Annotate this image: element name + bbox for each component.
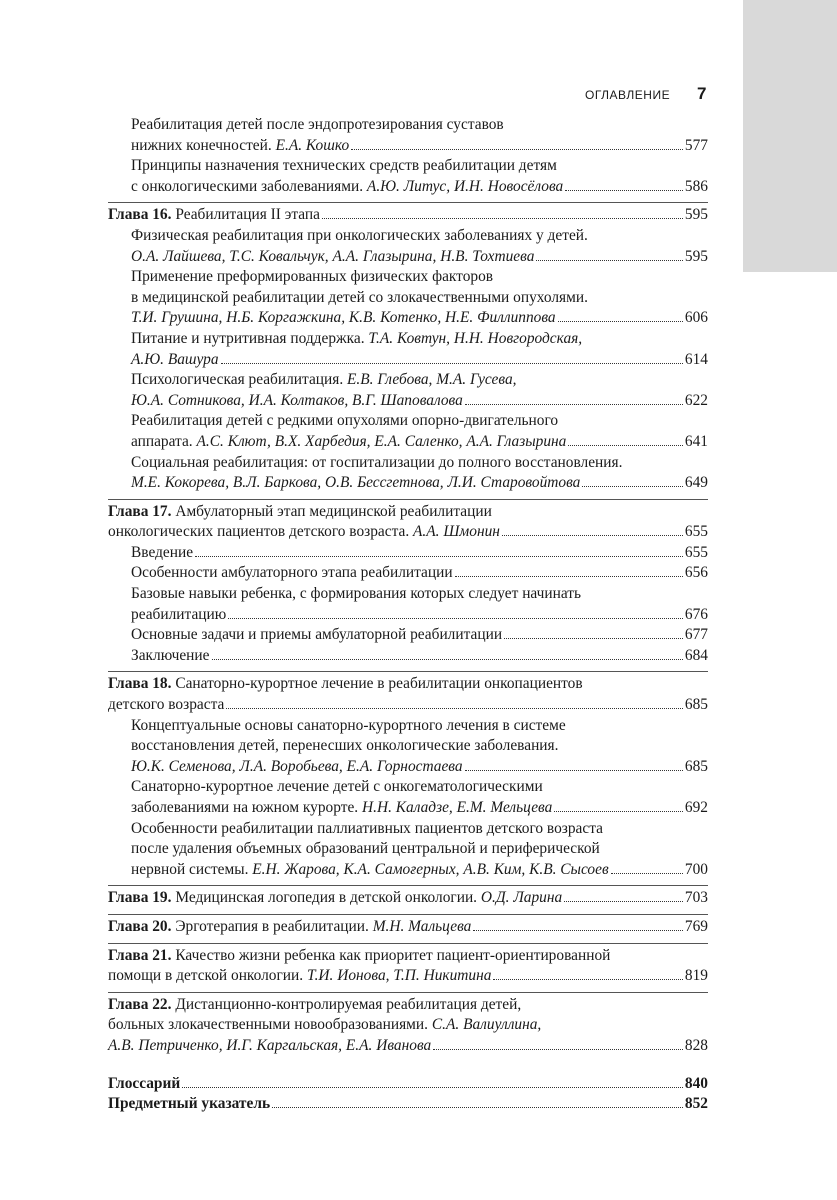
- page-ref: 819: [684, 967, 708, 985]
- toc-line: [131, 736, 708, 757]
- dot-leader: [565, 190, 683, 191]
- chapter-label: Глава 20.: [108, 917, 172, 935]
- toc-line: [108, 966, 708, 987]
- toc-entry[interactable]: [108, 115, 708, 156]
- toc-line-text: [108, 1074, 180, 1095]
- chapter-divider: [108, 671, 708, 672]
- entry-title: Физическая реабилитация при онкологических заболеваниях у детей.: [131, 226, 588, 244]
- toc-line: [131, 605, 708, 626]
- entry-title: Санаторно-курортное лечение в реабилитации онкопациентов: [171, 675, 583, 693]
- dot-leader: [195, 556, 683, 557]
- entry-title: Основные задачи и приемы амбулаторной реабилитации: [131, 626, 503, 644]
- toc-line-text: [131, 839, 600, 860]
- toc-line-text: [131, 646, 210, 667]
- entry-authors: Н.Н. Каладзе, Е.М. Мельцева: [362, 799, 553, 816]
- page-ref: 622: [684, 391, 708, 409]
- entry-title: аппарата.: [131, 432, 197, 450]
- toc-line-text: [108, 205, 320, 226]
- toc-line: [131, 177, 708, 198]
- entry-title: нижних конечностей.: [131, 136, 276, 154]
- entry-title: помощи в детской онкологии.: [108, 967, 307, 985]
- dot-leader: [221, 363, 683, 364]
- entry-title: восстановления детей, перенесших онкологические заболевания.: [131, 737, 559, 755]
- entry-title: Принципы назначения технических средств реабилитации детям: [131, 157, 557, 175]
- toc-line-text: [131, 584, 581, 605]
- entry-authors: А.Ю. Литус, И.Н. Новосёлова: [366, 177, 564, 195]
- entry-authors: Ю.А. Сотникова, И.А. Колтаков, В.Г. Шаповалова: [131, 391, 463, 409]
- dot-leader: [493, 979, 682, 980]
- entry-title: Реабилитация II этапа: [171, 206, 320, 224]
- toc-line: [131, 646, 708, 667]
- toc-line-text: [131, 411, 558, 432]
- entry-title: нервной системы.: [131, 860, 253, 878]
- entry-authors: Т.И. Грушина, Н.Б. Коргажкина, К.В. Котенко, Н.Е. Филлиппова: [131, 309, 556, 327]
- entry-title: Психологическая реабилитация.: [131, 371, 348, 389]
- toc-line-text: [131, 757, 463, 778]
- toc-line: [108, 1036, 708, 1057]
- toc-chapter-entry[interactable]: [108, 674, 708, 715]
- page-ref: 649: [684, 474, 708, 492]
- toc-line: [131, 288, 708, 309]
- entry-title: онкологических пациентов детского возраста.: [108, 523, 414, 541]
- entry-title: Дистанционно-контролируемая реабилитация детей,: [171, 995, 522, 1013]
- toc-entry[interactable]: [108, 584, 708, 625]
- table-of-contents: [108, 115, 708, 1115]
- toc-line: [131, 350, 708, 371]
- toc-line-text: [131, 288, 588, 309]
- toc-entry[interactable]: [108, 1094, 708, 1115]
- entry-authors: А.В. Петриченко, И.Г. Каргальская, Е.А. Иванова: [108, 1036, 432, 1054]
- toc-line-text: [108, 1036, 431, 1057]
- entry-title: Предметный указатель: [108, 1095, 271, 1113]
- toc-line-text: [131, 860, 609, 881]
- toc-line-text: [131, 819, 603, 840]
- entry-authors: Е.Н. Жарова, К.А. Самоғерных, А.В. Ким, К.В. Сысоев: [252, 860, 609, 878]
- entry-title: Реабилитация детей с редкими опухолями опорно-двигательного: [131, 412, 559, 430]
- dot-leader: [473, 930, 683, 931]
- dot-leader: [226, 708, 683, 709]
- chapter-label: Глава 21.: [108, 946, 172, 964]
- toc-line-text: [131, 453, 622, 474]
- entry-title: детского возраста: [108, 696, 225, 714]
- page-ref: 685: [684, 757, 708, 775]
- toc-line: [131, 156, 708, 177]
- entry-title: с онкологическими заболеваниями.: [131, 177, 367, 195]
- toc-line: [108, 695, 708, 716]
- toc-line: [108, 1015, 708, 1036]
- toc-line-text: [131, 370, 517, 391]
- entry-authors: А.Ю. Вашура: [131, 350, 219, 368]
- toc-line-text: [108, 917, 471, 938]
- toc-line: [131, 543, 708, 564]
- toc-chapter-entry[interactable]: [108, 946, 708, 987]
- toc-line: [108, 205, 708, 226]
- dot-leader: [558, 321, 683, 322]
- toc-line: [131, 226, 708, 247]
- toc-line-text: [131, 716, 566, 737]
- chapter-divider: [108, 914, 708, 915]
- toc-line-text: [131, 267, 493, 288]
- entry-title: реабилитацию: [131, 605, 227, 623]
- toc-line-text: [131, 247, 534, 268]
- toc-line-text: [131, 432, 566, 453]
- entry-authors: М.Н. Мальцева: [372, 917, 472, 935]
- page-ref: 655: [684, 543, 708, 561]
- dot-leader: [272, 1107, 683, 1108]
- running-head-title: ОГЛАВЛЕНИЕ: [585, 88, 671, 102]
- toc-line: [131, 411, 708, 432]
- toc-line: [108, 674, 708, 695]
- toc-chapter-entry[interactable]: [108, 888, 708, 909]
- toc-chapter-entry[interactable]: [108, 995, 708, 1057]
- entry-title: Качество жизни ребенка как приоритет пациент-ориентированной: [171, 946, 611, 964]
- entry-title: Особенности реабилитации паллиативных пациентов детского возраста: [131, 819, 603, 837]
- entry-title: Эрготерапия в реабилитации.: [171, 917, 373, 935]
- toc-entry[interactable]: [108, 370, 708, 411]
- dot-leader: [433, 1049, 683, 1050]
- entry-title: Амбулаторный этап медицинской реабилитации: [171, 502, 492, 520]
- entry-title: заболеваниями на южном курорте.: [131, 799, 362, 816]
- page-ref: 769: [684, 917, 708, 935]
- toc-line: [131, 136, 708, 157]
- dot-leader: [568, 445, 683, 446]
- toc-line: [108, 917, 708, 938]
- toc-line-text: [131, 391, 463, 412]
- toc-line: [131, 247, 708, 268]
- entry-authors: А.А. Шмонин: [413, 523, 500, 541]
- page-ref: 684: [684, 646, 708, 664]
- toc-line: [131, 860, 708, 881]
- toc-line-text: [131, 350, 219, 371]
- entry-title: больных злокачественными новообразованиями.: [108, 1016, 432, 1034]
- page-ref: 703: [684, 889, 708, 907]
- toc-line: [131, 757, 708, 778]
- dot-leader: [322, 218, 683, 219]
- page-ref: 595: [684, 206, 708, 224]
- entry-title: Глоссарий: [108, 1074, 181, 1092]
- toc-line: [131, 839, 708, 860]
- toc-line-text: [131, 563, 453, 584]
- page-ref: 655: [684, 523, 708, 541]
- page-ref: 641: [684, 432, 708, 450]
- chapter-label: Глава 22.: [108, 995, 172, 1013]
- entry-authors: О.А. Лайшева, Т.С. Ковальчук, А.А. Глазырина, Н.В. Тохтиева: [131, 247, 535, 265]
- entry-authors: Ю.К. Семенова, Л.А. Воробьева, Е.А. Горностаева: [131, 757, 463, 775]
- toc-line: [131, 391, 708, 412]
- page-number: 7: [697, 84, 707, 103]
- toc-line: [131, 370, 708, 391]
- toc-line: [131, 329, 708, 350]
- entry-authors: О.Д. Ларина: [480, 889, 563, 907]
- entry-authors: Т.А. Ковтун, Н.Н. Новгородская,: [368, 329, 583, 347]
- entry-authors: М.Е. Кокорева, В.Л. Баркова, О.В. Бессгетнова, Л.И. Старовойтова: [131, 474, 581, 492]
- toc-line: [108, 888, 708, 909]
- chapter-divider: [108, 202, 708, 203]
- toc-line: [108, 1094, 708, 1115]
- toc-line: [131, 563, 708, 584]
- entry-title: Заключение: [131, 646, 210, 664]
- dot-leader: [554, 811, 683, 812]
- chapter-divider: [108, 943, 708, 944]
- toc-line-text: [108, 522, 500, 543]
- entry-title: в медицинской реабилитации детей со злокачественными опухолями.: [131, 288, 588, 306]
- toc-line: [131, 267, 708, 288]
- page-ref: 852: [684, 1095, 708, 1113]
- toc-entry[interactable]: [108, 646, 708, 667]
- page-ref: 677: [684, 626, 708, 644]
- toc-line-text: [108, 695, 224, 716]
- entry-title: Реабилитация детей после эндопротезирования суставов: [131, 116, 504, 133]
- toc-entry[interactable]: [108, 156, 708, 197]
- page-ref: 685: [684, 696, 708, 714]
- toc-line-text: [108, 1094, 270, 1115]
- toc-entry[interactable]: [108, 625, 708, 646]
- page-ref: 586: [684, 177, 708, 195]
- entry-title: Концептуальные основы санаторно-курортного лечения в системе: [131, 716, 566, 734]
- entry-authors: Е.В. Глебова, М.А. Гусева,: [347, 371, 517, 389]
- toc-entry[interactable]: [108, 716, 708, 778]
- toc-line-text: [108, 995, 521, 1016]
- toc-entry[interactable]: [108, 329, 708, 370]
- entry-title: Медицинская логопедия в детской онкологии.: [171, 889, 481, 907]
- toc-line-text: [108, 888, 562, 909]
- toc-line-text: [131, 329, 582, 350]
- toc-line: [131, 115, 708, 136]
- dot-leader: [351, 149, 683, 150]
- toc-line: [108, 1074, 708, 1095]
- toc-chapter-entry[interactable]: [108, 205, 708, 226]
- toc-line: [108, 502, 708, 523]
- toc-line: [131, 473, 708, 494]
- page-ref: 840: [684, 1074, 708, 1092]
- toc-line-text: [131, 308, 556, 329]
- toc-line-text: [108, 966, 491, 987]
- page-ref: 676: [684, 605, 708, 623]
- page-ref: 656: [684, 564, 708, 582]
- entry-title: Социальная реабилитация: от госпитализации до полного восстановления.: [131, 453, 623, 471]
- dot-leader: [611, 873, 683, 874]
- toc-line: [131, 819, 708, 840]
- page-ref: 614: [684, 350, 708, 368]
- page-ref: 692: [684, 799, 708, 816]
- toc-line: [108, 946, 708, 967]
- dot-leader: [582, 486, 683, 487]
- toc-line-text: [131, 115, 504, 136]
- toc-line-text: [108, 502, 492, 523]
- entry-title: Введение: [131, 543, 194, 561]
- toc-entry[interactable]: [108, 777, 708, 818]
- toc-line: [131, 453, 708, 474]
- toc-line-text: [108, 674, 583, 695]
- entry-title: Санаторно-курортное лечение детей с онкогематологическими: [131, 778, 543, 796]
- page-ref: 577: [684, 136, 708, 154]
- toc-chapter-entry[interactable]: [108, 917, 708, 938]
- toc-line-text: [131, 625, 502, 646]
- toc-chapter-entry[interactable]: [108, 502, 708, 543]
- toc-entry[interactable]: [108, 267, 708, 329]
- toc-line-text: [131, 473, 580, 494]
- toc-line-text: [131, 543, 193, 564]
- entry-title: Питание и нутритивная поддержка.: [131, 329, 369, 347]
- page-ref: 828: [684, 1036, 708, 1054]
- page-ref: 595: [684, 247, 708, 265]
- chapter-label: Глава 19.: [108, 889, 172, 907]
- toc-line-text: [131, 798, 552, 819]
- entry-title: Применение преформированных физических факторов: [131, 268, 494, 286]
- entry-authors: Т.И. Ионова, Т.П. Никитина: [306, 967, 492, 985]
- toc-line-text: [108, 1015, 541, 1036]
- toc-line-text: [131, 136, 349, 157]
- dot-leader: [465, 770, 683, 771]
- dot-leader: [182, 1087, 683, 1088]
- toc-line-text: [131, 156, 557, 177]
- chapter-label: Глава 17.: [108, 502, 172, 520]
- entry-title: Особенности амбулаторного этапа реабилитации: [131, 564, 453, 582]
- chapter-divider: [108, 992, 708, 993]
- dot-leader: [455, 576, 683, 577]
- toc-line: [131, 625, 708, 646]
- toc-line: [131, 432, 708, 453]
- toc-line-text: [131, 226, 588, 247]
- toc-line-text: [108, 946, 610, 967]
- chapter-divider: [108, 499, 708, 500]
- dot-leader: [536, 260, 683, 261]
- dot-leader: [564, 901, 683, 902]
- toc-line: [131, 716, 708, 737]
- page-ref: 700: [684, 860, 708, 878]
- chapter-divider: [108, 885, 708, 886]
- dot-leader: [228, 618, 683, 619]
- toc-line: [131, 777, 708, 798]
- toc-entry[interactable]: [108, 226, 708, 267]
- toc-entry[interactable]: [108, 563, 708, 584]
- entry-authors: Е.А. Кошко: [275, 136, 350, 154]
- toc-line: [131, 308, 708, 329]
- entry-authors: А.С. Клют, В.Х. Харбедия, Е.А. Саленко, А.А. Глазырина: [196, 432, 567, 450]
- entry-title: Базовые навыки ребенка, с формирования которых следует начинать: [131, 585, 582, 603]
- dot-leader: [465, 404, 683, 405]
- toc-entry[interactable]: [108, 453, 708, 494]
- entry-title: после удаления объемных образований центральной и периферической: [131, 840, 600, 858]
- toc-line-text: [131, 736, 558, 757]
- dot-leader: [504, 638, 683, 639]
- chapter-label: Глава 16.: [108, 206, 172, 224]
- toc-line-text: [131, 177, 563, 198]
- dot-leader: [502, 535, 683, 536]
- toc-entry[interactable]: [108, 543, 708, 564]
- toc-entry[interactable]: [108, 1074, 708, 1095]
- toc-entry[interactable]: [108, 819, 708, 881]
- entry-authors: С.А. Валиуллина,: [431, 1016, 542, 1034]
- dot-leader: [212, 659, 683, 660]
- toc-line-text: [131, 777, 543, 798]
- toc-entry[interactable]: [108, 411, 708, 452]
- toc-line: [131, 798, 708, 819]
- toc-line: [108, 995, 708, 1016]
- chapter-label: Глава 18.: [108, 675, 172, 693]
- page-ref: 606: [684, 309, 708, 327]
- toc-line: [131, 584, 708, 605]
- toc-line: [108, 522, 708, 543]
- chapter-thumb-tab: [743, 0, 837, 272]
- toc-line-text: [131, 605, 226, 626]
